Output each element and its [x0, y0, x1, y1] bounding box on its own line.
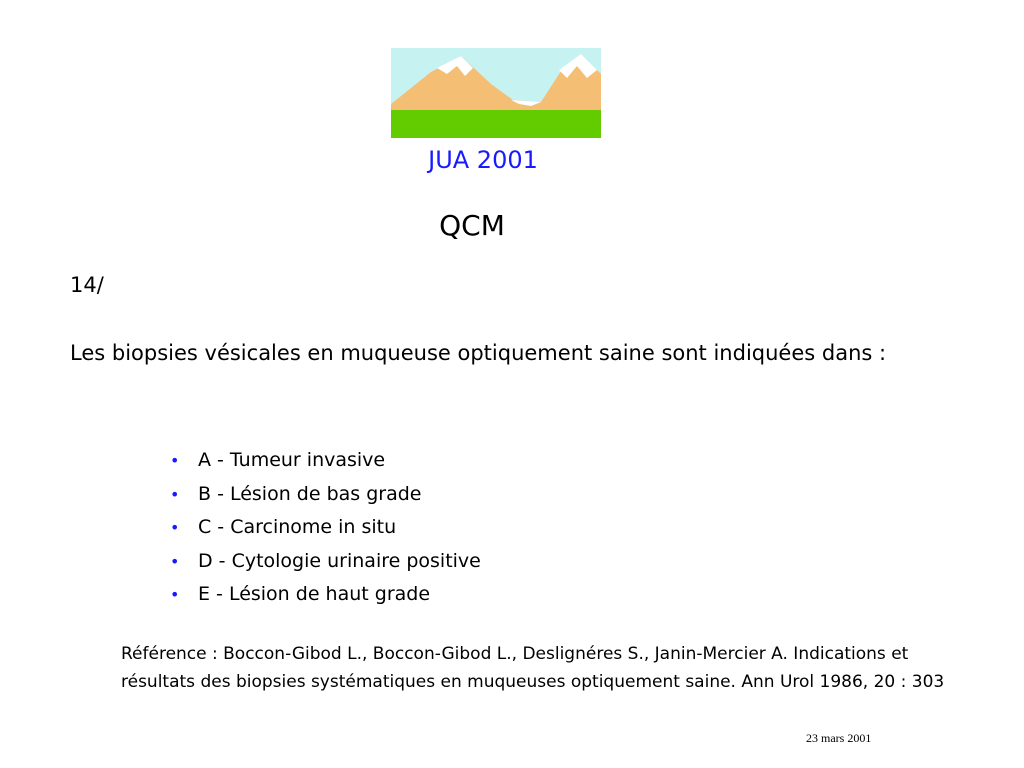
bullet-icon: •	[170, 451, 180, 470]
option-label: E - Lésion de haut grade	[198, 583, 431, 605]
option-label: C - Carcinome in situ	[198, 516, 397, 538]
option-label: A - Tumeur invasive	[198, 449, 386, 471]
bullet-icon: •	[170, 484, 180, 504]
bullet-icon: •	[170, 551, 180, 571]
bullet-icon: •	[170, 518, 180, 537]
mountain-logo-icon	[391, 48, 601, 138]
option-b	[170, 478, 481, 512]
question-text: Les biopsies vésicales en muqueuse optiquement saine sont indiquées dans :	[70, 341, 887, 365]
option-c	[170, 511, 481, 545]
answer-options-list	[170, 444, 481, 612]
conference-title: JUA 2001	[428, 146, 538, 174]
slide-title: QCM	[439, 209, 505, 242]
reference-citation: Référence : Boccon-Gibod L., Boccon-Gibod L., Deslignéres S., Janin-Mercier A. Indications et résultats des biopsies systématiques en muqueuses optiquement saine. Ann Urol 1986, 20 : 303	[121, 644, 945, 692]
option-e	[170, 578, 481, 612]
footer-date: 23 mars 2001	[806, 731, 872, 745]
bullet-icon: •	[170, 585, 180, 604]
option-a	[170, 444, 481, 478]
option-label: D - Cytologie urinaire positive	[198, 549, 481, 572]
option-label: B - Lésion de bas grade	[198, 482, 422, 505]
question-number: 14/	[70, 273, 104, 297]
option-d	[170, 545, 481, 579]
